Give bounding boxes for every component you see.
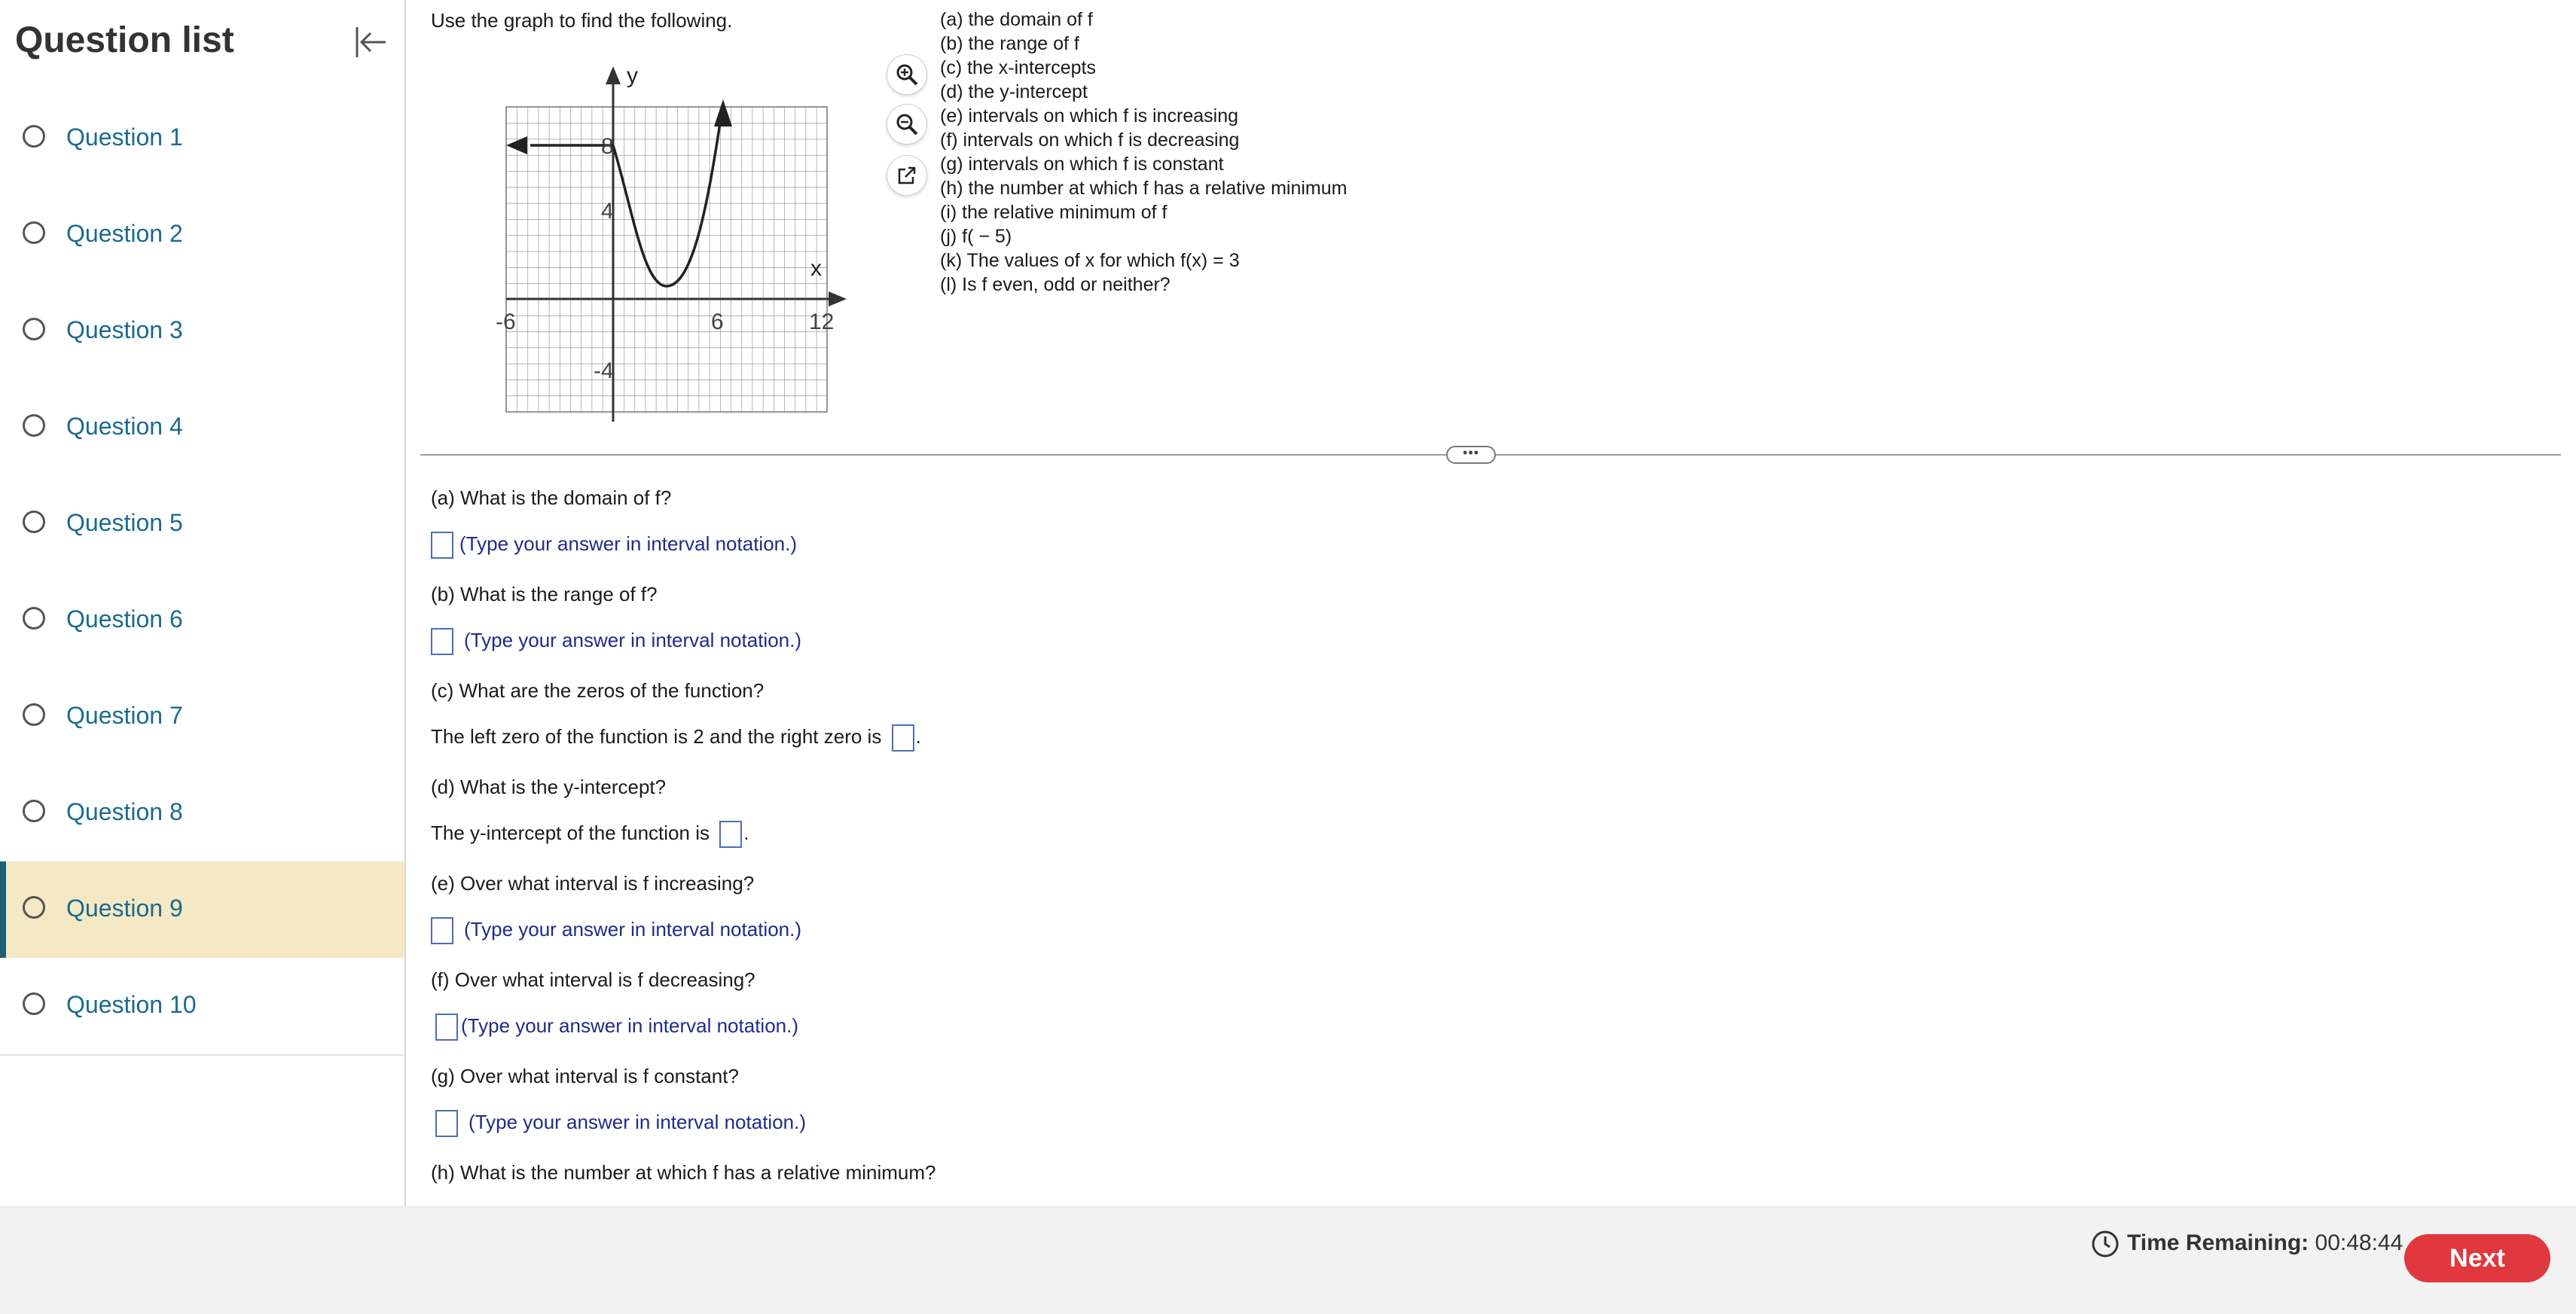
answer-sentence: The y-intercept of the function is — [431, 821, 710, 844]
part-item: (b) the range of f — [940, 33, 1079, 54]
zoom-in-icon — [895, 62, 919, 87]
next-button[interactable]: Next — [2404, 1234, 2550, 1282]
radio-icon — [23, 896, 45, 919]
x-axis-label: x — [810, 256, 822, 281]
tick-label-y-8: 8 — [601, 134, 614, 159]
tick-label-y-neg4: -4 — [594, 358, 614, 383]
radio-icon — [23, 607, 45, 630]
question-g-answer-row — [431, 1110, 806, 1137]
zoom-in-button[interactable] — [887, 54, 927, 95]
question-list — [0, 90, 404, 1054]
question-label: Question 2 — [66, 220, 183, 247]
radio-icon — [23, 800, 45, 822]
question-c-answer-row — [431, 724, 921, 752]
question-b-prompt: (b) What is the range of f? — [431, 583, 658, 605]
part-item: (f) intervals on which f is decreasing — [940, 130, 1240, 151]
question-label: Question 7 — [66, 702, 183, 729]
part-item: (h) the number at which f has a relative minimum — [940, 178, 1348, 199]
answer-input-b[interactable] — [431, 628, 453, 655]
answer-hint: (Type your answer in interval notation.) — [469, 1110, 806, 1133]
question-item-7[interactable] — [0, 669, 404, 765]
question-item-10[interactable] — [0, 958, 404, 1054]
part-item: (c) the x-intercepts — [940, 57, 1097, 78]
tick-label-x-12: 12 — [809, 309, 835, 334]
question-b-answer-row — [431, 628, 801, 655]
radio-icon — [23, 414, 45, 437]
part-item: (j) f( − 5) — [940, 226, 1012, 247]
question-label: Question 8 — [66, 798, 183, 825]
external-link-icon — [895, 163, 919, 187]
time-label: Time Remaining: — [2127, 1230, 2309, 1255]
question-item-1[interactable] — [0, 90, 404, 187]
part-item: (e) intervals on which f is increasing — [940, 105, 1238, 127]
question-label: Question 1 — [66, 123, 183, 151]
question-e-answer-row — [431, 917, 801, 944]
question-content — [407, 0, 2576, 1206]
zoom-out-button[interactable] — [887, 104, 927, 145]
time-value: 00:48:44 — [2315, 1230, 2404, 1255]
radio-icon — [23, 992, 45, 1015]
radio-icon — [23, 703, 45, 726]
answer-input-d[interactable] — [719, 821, 742, 848]
question-label: Question 5 — [66, 509, 183, 536]
collapse-sidebar-button[interactable] — [351, 23, 390, 62]
x-axis-arrow — [829, 291, 847, 306]
tick-label-x-6: 6 — [711, 309, 724, 334]
sentence-end: . — [743, 821, 749, 844]
question-h-prompt: (h) What is the number at which f has a relative minimum? — [431, 1161, 936, 1184]
sidebar-divider — [0, 1054, 404, 1056]
question-item-4[interactable] — [0, 380, 404, 476]
time-remaining — [2091, 1230, 2403, 1258]
part-item: (g) intervals on which f is constant — [940, 154, 1224, 175]
tick-label-x-neg6: -6 — [496, 309, 516, 334]
radio-icon — [23, 125, 45, 148]
question-e-prompt: (e) Over what interval is f increasing? — [431, 872, 755, 895]
answer-hint: (Type your answer in interval notation.) — [459, 532, 797, 555]
answer-hint: (Type your answer in interval notation.) — [464, 917, 801, 941]
part-item: (k) The values of x for which f(x) = 3 — [940, 250, 1240, 271]
question-item-8[interactable] — [0, 765, 404, 861]
part-item: (d) the y-intercept — [940, 81, 1088, 102]
y-axis-label: y — [627, 63, 638, 88]
part-item: (l) Is f even, odd or neither? — [940, 274, 1170, 295]
answer-input-g[interactable] — [435, 1110, 458, 1137]
question-list-sidebar — [0, 0, 406, 1206]
question-item-5[interactable] — [0, 476, 404, 572]
sentence-end: . — [915, 724, 921, 748]
answer-input-e[interactable] — [431, 917, 453, 944]
answer-input-c[interactable] — [892, 724, 914, 752]
collapse-left-icon — [351, 23, 390, 62]
clock-icon — [2091, 1230, 2120, 1258]
question-label: Question 3 — [66, 316, 183, 343]
open-in-new-window-button[interactable] — [887, 155, 927, 196]
answer-input-f[interactable] — [435, 1014, 458, 1041]
question-item-2[interactable] — [0, 187, 404, 283]
radio-icon — [23, 318, 45, 340]
question-label: Question 6 — [66, 605, 183, 633]
question-a-prompt: (a) What is the domain of f? — [431, 486, 672, 509]
question-item-3[interactable] — [0, 283, 404, 380]
answer-hint: (Type your answer in interval notation.) — [464, 628, 801, 651]
answer-hint: (Type your answer in interval notation.) — [461, 1014, 798, 1037]
radio-icon — [23, 511, 45, 533]
answer-input-a[interactable] — [431, 532, 453, 559]
part-item: (a) the domain of f — [940, 9, 1093, 30]
problem-parts-list — [940, 8, 1348, 297]
question-label: Question 10 — [66, 991, 197, 1018]
pane-resize-handle[interactable]: ••• — [1446, 446, 1496, 464]
tick-label-y-4: 4 — [601, 199, 614, 224]
answer-sentence: The left zero of the function is 2 and the right zero is — [431, 724, 882, 748]
radio-icon — [23, 221, 45, 244]
question-a-answer-row — [431, 532, 797, 559]
question-item-6[interactable] — [0, 572, 404, 669]
question-c-prompt: (c) What are the zeros of the function? — [431, 679, 765, 702]
part-item: (i) the relative minimum of f — [940, 202, 1167, 223]
zoom-out-icon — [895, 112, 919, 136]
problem-intro: Use the graph to find the following. — [431, 9, 733, 32]
question-d-answer-row — [431, 821, 749, 848]
graph-grid — [506, 107, 827, 412]
sidebar-title: Question list — [15, 20, 234, 60]
function-graph — [459, 60, 835, 422]
question-d-prompt: (d) What is the y-intercept? — [431, 776, 667, 798]
footer-bar — [0, 1206, 2576, 1314]
question-label: Question 9 — [66, 895, 183, 922]
question-f-prompt: (f) Over what interval is f decreasing? — [431, 968, 755, 991]
question-f-answer-row — [431, 1014, 798, 1041]
y-axis-arrow — [606, 66, 621, 84]
question-g-prompt: (g) Over what interval is f constant? — [431, 1065, 739, 1087]
question-item-9[interactable] — [0, 861, 404, 958]
question-label: Question 4 — [66, 413, 183, 440]
